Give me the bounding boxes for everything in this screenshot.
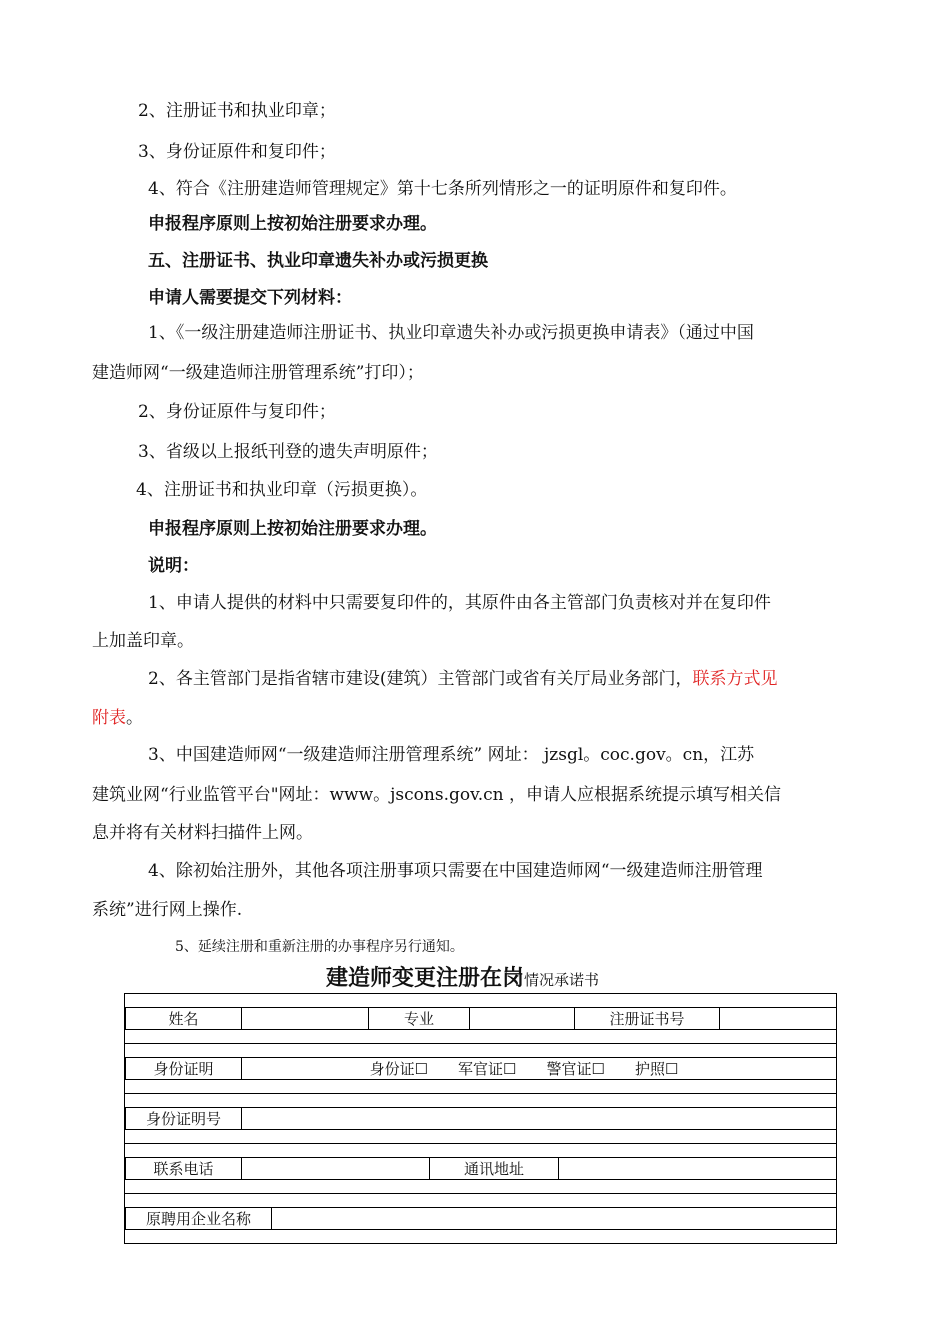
cert-no-label: 注册证书号 xyxy=(575,1008,720,1030)
text-line: 建筑业网“行业监管平台"网址：www。jscons.gov.cn ，申请人应根据系统提示填写相关信 xyxy=(92,785,781,805)
text-line xyxy=(92,706,143,730)
id-no-field[interactable] xyxy=(242,1108,837,1130)
text-line: 3、中国建造师网“一级建造师注册管理系统” 网址： jzsgl。coc.gov。cn，江苏 xyxy=(148,745,755,765)
text-line: 建造师网“一级建造师注册管理系统”打印）； xyxy=(92,363,424,383)
text-line: 申报程序原则上按初始注册要求办理。 xyxy=(148,214,437,234)
text-line: 申请人需要提交下列材料： xyxy=(148,288,352,308)
text-line: 申报程序原则上按初始注册要求办理。 xyxy=(148,519,437,539)
text-line: 4、除初始注册外，其他各项注册事项只需要在中国建造师网“一级建造师注册管理 xyxy=(148,861,763,881)
text-segment: 2、各主管部门是指省辖市建设(建筑）主管部门或省有关厅局业务部门， xyxy=(148,669,693,689)
id-option-passport[interactable]: 护照☐ xyxy=(634,1060,679,1078)
phone-label: 联系电话 xyxy=(126,1158,242,1180)
text-line: 息并将有关材料扫描件上网。 xyxy=(92,823,313,843)
text-line: 3、身份证原件和复印件； xyxy=(138,142,336,162)
major-label: 专业 xyxy=(369,1008,470,1030)
address-field[interactable] xyxy=(559,1158,837,1180)
id-type-label: 身份证明 xyxy=(126,1058,242,1080)
commitment-form xyxy=(124,993,837,1244)
contact-note: 附表 xyxy=(92,708,126,728)
text-line: 4、注册证书和执业印章（污损更换）。 xyxy=(136,480,428,500)
text-line: 3、省级以上报纸刊登的遗失声明原件； xyxy=(138,442,438,462)
id-option-military[interactable]: 军官证☐ xyxy=(458,1060,517,1078)
name-label: 姓名 xyxy=(126,1008,242,1030)
text-line: 2、身份证原件与复印件； xyxy=(138,402,336,422)
text-line: 4、符合《注册建造师管理规定》第十七条所列情形之一的证明原件和复印件。 xyxy=(148,179,737,199)
text-line: 5、延续注册和重新注册的办事程序另行通知。 xyxy=(175,939,464,955)
text-line xyxy=(148,667,777,691)
name-field[interactable] xyxy=(242,1008,369,1030)
section-heading: 五、注册证书、执业印章遗失补办或污损更换 xyxy=(148,251,488,271)
text-line: 1、申请人提供的材料中只需要复印件的，其原件由各主管部门负责核对并在复印件 xyxy=(148,593,771,613)
text-line: 上加盖印章。 xyxy=(92,631,194,651)
phone-field[interactable] xyxy=(242,1158,430,1180)
cert-no-field[interactable] xyxy=(720,1008,837,1030)
major-field[interactable] xyxy=(470,1008,575,1030)
id-no-label: 身份证明号 xyxy=(126,1108,242,1130)
form-title-main: 建造师变更注册在岗 xyxy=(326,965,525,991)
text-line: 2、注册证书和执业印章； xyxy=(138,101,336,121)
company-label: 原聘用企业名称 xyxy=(126,1208,272,1230)
id-option-id-card[interactable]: 身份证☐ xyxy=(369,1060,429,1078)
form-title-rest: 情况承诺书 xyxy=(524,971,600,989)
address-label: 通讯地址 xyxy=(430,1158,559,1180)
company-field[interactable] xyxy=(272,1208,837,1230)
contact-note: 联系方式见 xyxy=(692,669,778,689)
text-segment: 。 xyxy=(126,708,143,728)
text-line: 系统”进行网上操作. xyxy=(92,900,243,920)
form-title xyxy=(326,966,599,992)
text-line: 1、《一级注册建造师注册证书、执业印章遗失补办或污损更换申请表》（通过中国 xyxy=(148,323,754,343)
id-type-options[interactable] xyxy=(242,1058,837,1080)
text-line: 说明： xyxy=(148,556,199,576)
id-option-police[interactable]: 警官证☐ xyxy=(546,1060,605,1078)
